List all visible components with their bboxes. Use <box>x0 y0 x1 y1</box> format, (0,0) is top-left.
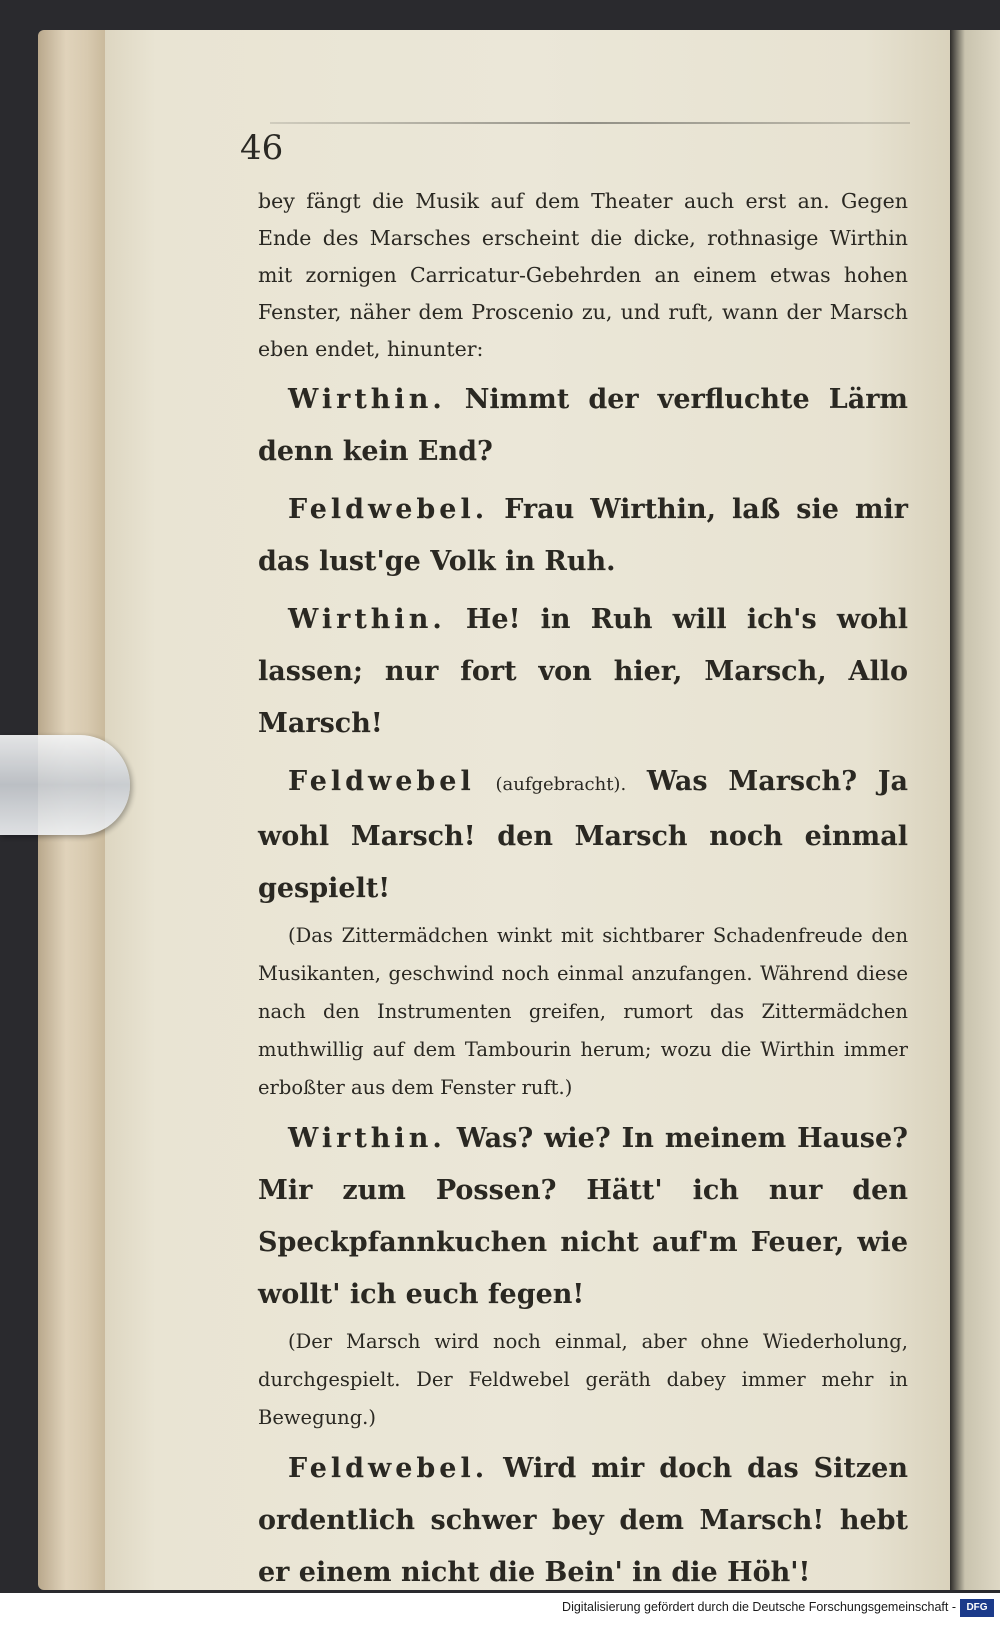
dialog-text: Was Marsch? Ja wohl Marsch! den Marsch noch einmal gespielt! <box>258 766 909 904</box>
paragraph-0 <box>258 183 908 368</box>
speaker-name: Wirthin. <box>288 384 446 415</box>
footer-bar <box>0 1593 1000 1625</box>
stage-direction: (Das Zittermädchen winkt mit sichtbarer Schadenfreude den Musikanten, geschwind noch einmal anzufangen. Während diese nach den Instrumenten greifen, rumort das Zittermädchen muthwillig auf dem Tambourin herum; wozu die Wirthin immer erboßter aus dem Fenster ruft.) <box>258 924 908 1099</box>
dfg-logo: DFG <box>960 1599 994 1617</box>
dialog-text: Was? wie? In meinem Hause? Mir zum Possen? Hätt' ich nur den Speckpfannkuchen nicht auf'm Feuer, wie wollt' ich euch fegen! <box>258 1123 908 1310</box>
paragraph-3 <box>258 594 908 750</box>
facing-page-edge <box>950 30 1000 1590</box>
paragraph-6 <box>258 1113 908 1321</box>
header-rule <box>270 122 910 124</box>
paragraph-text: bey fängt die Musik auf dem Theater auch erst an. Gegen Ende des Marsches erscheint die dicke, rothnasige Wirthin mit zornigen Carricatur-Gebehrden an einem etwas hohen Fenster, näher dem Proscenio zu, und ruft, wann der Marsch eben endet, hinunter: <box>258 189 908 361</box>
dialog-text: Wird mir doch das Sitzen ordentlich schwer bey dem Marsch! hebt er einem nicht die Bein' in die Höh'! <box>258 1453 908 1588</box>
book-clamp <box>0 735 130 835</box>
stage-direction-inline: (aufgebracht). <box>495 774 627 795</box>
paragraph-8 <box>258 1443 908 1599</box>
speaker-name: Feldwebel. <box>288 1453 489 1484</box>
page-number: 46 <box>240 128 284 168</box>
dialog-text: Frau Wirthin, laß sie mir das lust'ge Volk in Ruh. <box>258 494 908 577</box>
paragraph-4 <box>258 756 908 915</box>
paragraph-2 <box>258 484 908 588</box>
page-text <box>258 183 908 1599</box>
dialog-text: He! in Ruh will ich's wohl lassen; nur fort von hier, Marsch, Allo Marsch! <box>258 604 908 739</box>
speaker-name: Feldwebel. <box>288 494 489 525</box>
funding-credit: Digitalisierung gefördert durch die Deutsche Forschungsgemeinschaft - <box>562 1600 956 1614</box>
stage-direction: (Der Marsch wird noch einmal, aber ohne Wiederholung, durchgespielt. Der Feldwebel geräth dabey immer mehr in Bewegung.) <box>258 1330 908 1429</box>
speaker-name: Wirthin. <box>288 604 446 635</box>
speaker-name: Feldwebel <box>288 766 475 797</box>
speaker-name: Wirthin. <box>288 1123 446 1154</box>
paragraph-5 <box>258 917 908 1107</box>
dialog-text: Nimmt der verfluchte Lärm denn kein End? <box>258 384 908 467</box>
paragraph-1 <box>258 374 908 478</box>
paragraph-7 <box>258 1323 908 1437</box>
